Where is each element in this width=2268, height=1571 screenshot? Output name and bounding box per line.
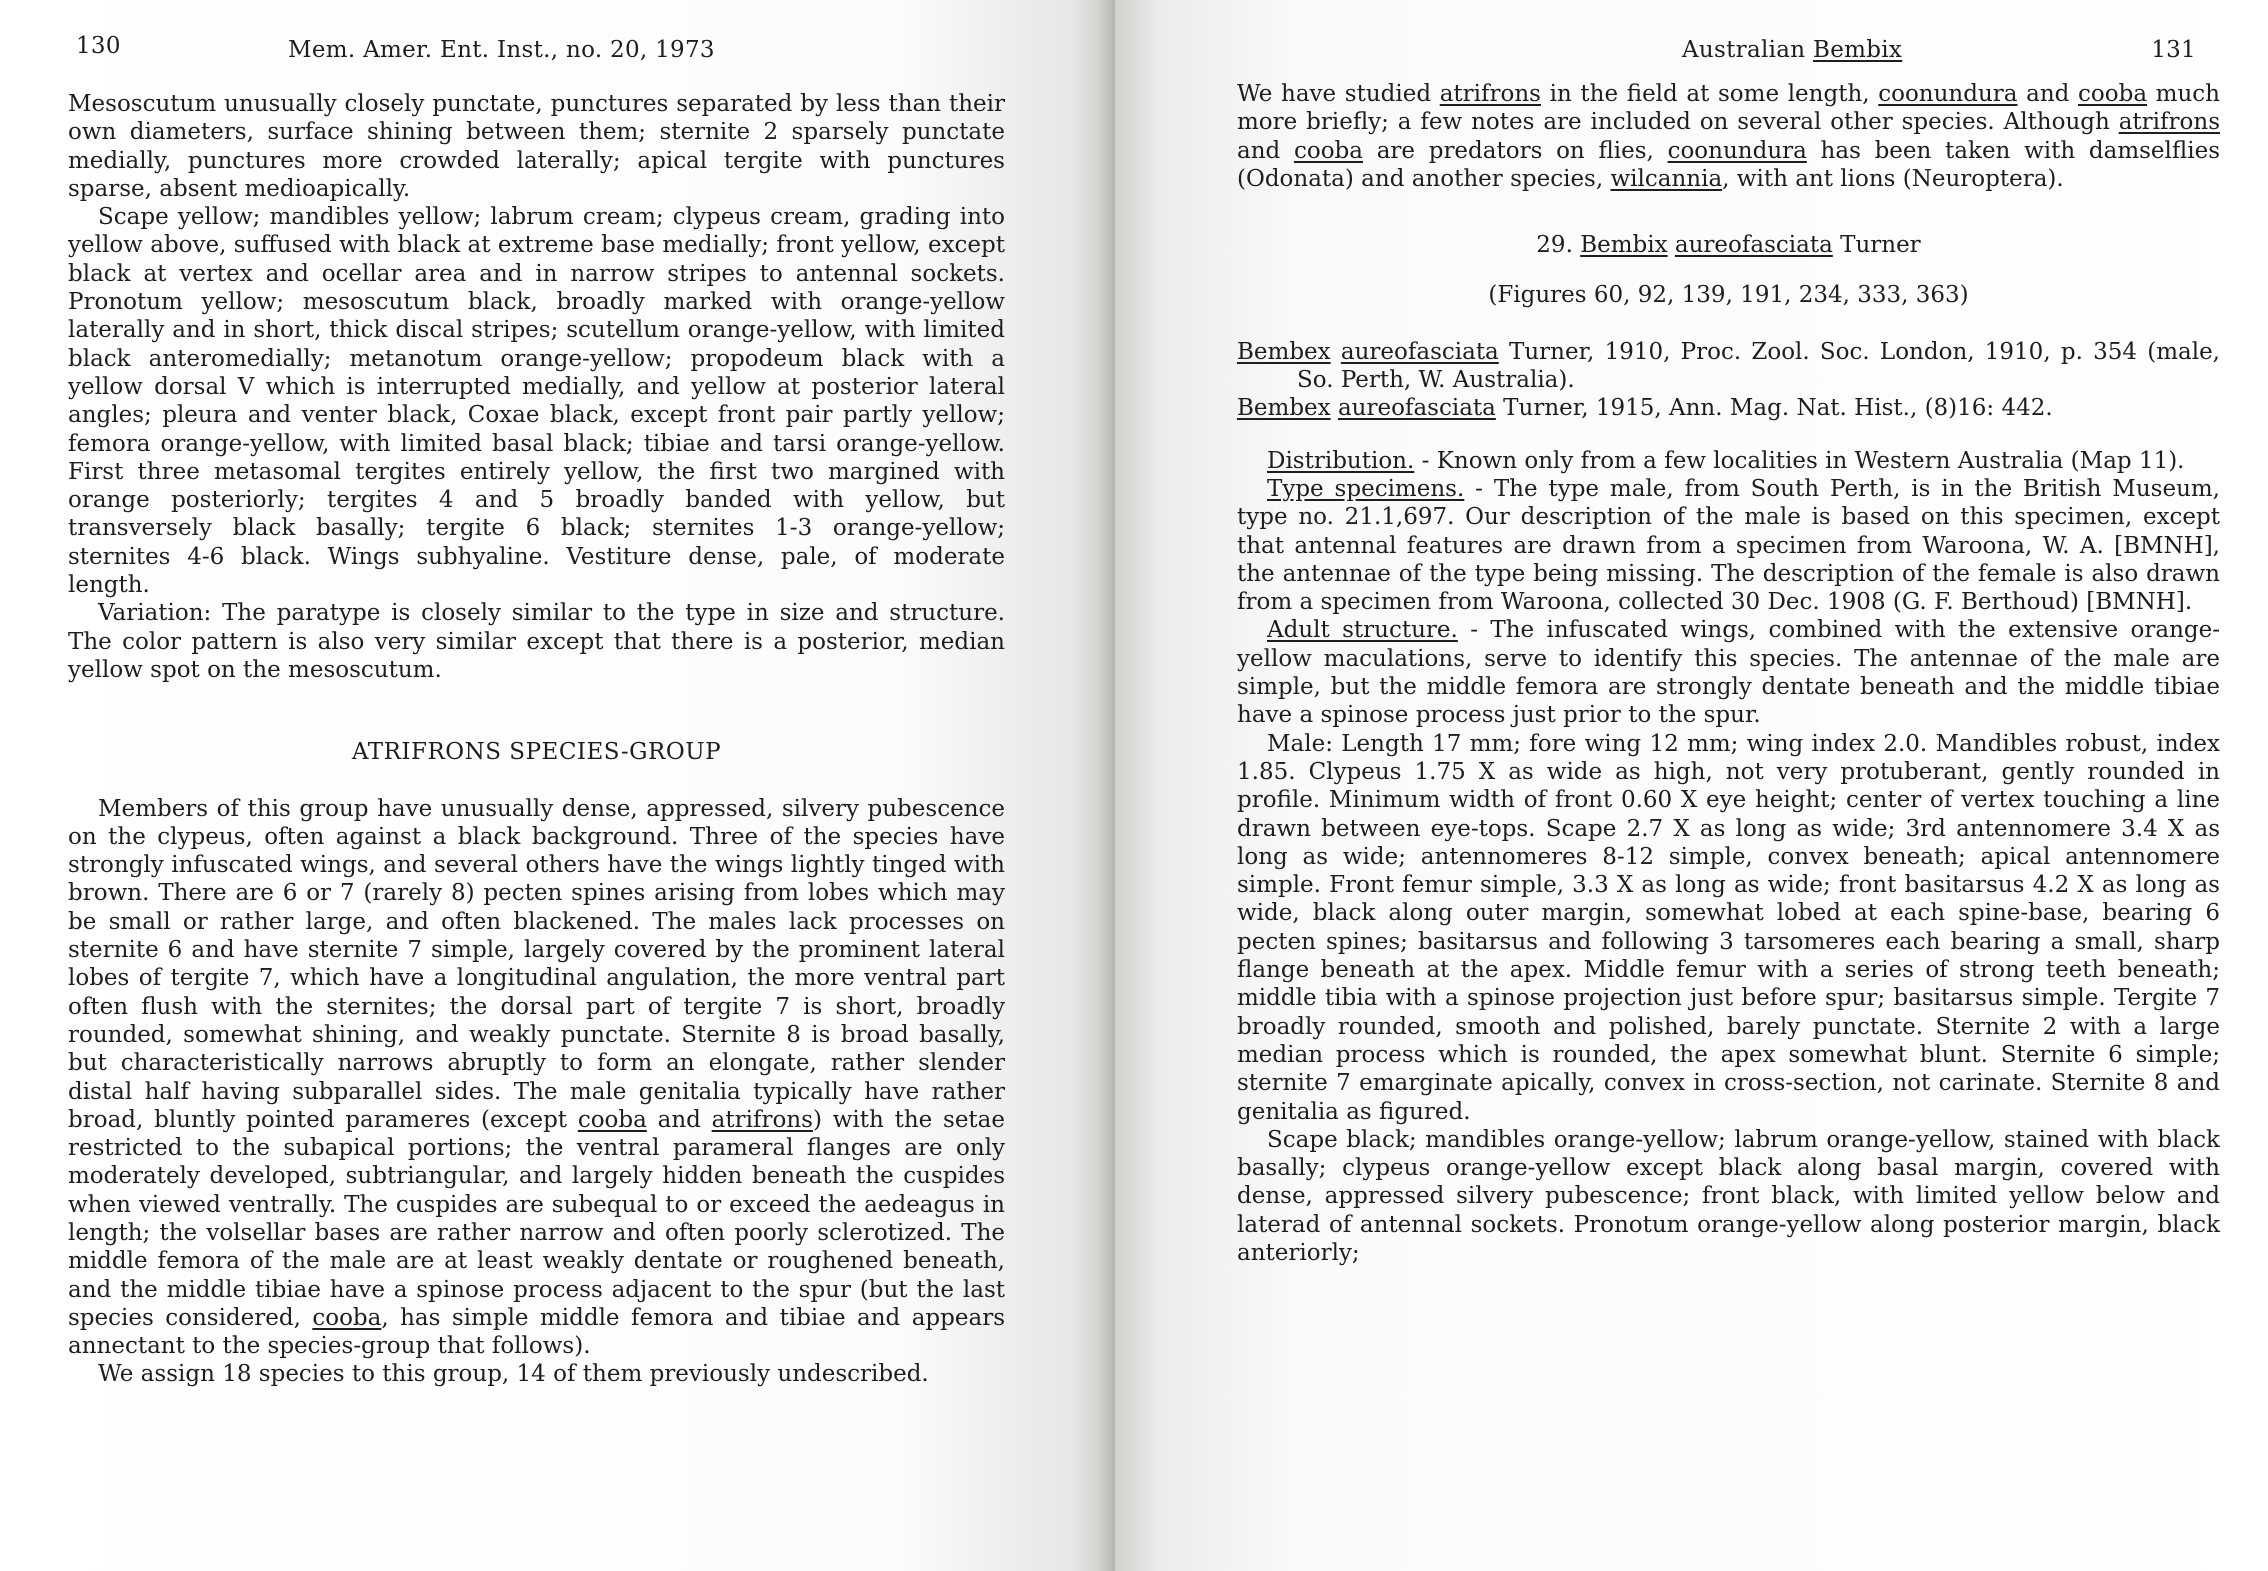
text-run: are predators on flies, [1362, 137, 1668, 164]
species-name: atrifrons [1439, 81, 1541, 107]
species-name: cooba [577, 1106, 647, 1133]
text-run: in the field at some length, [1540, 81, 1879, 107]
reference-text: Turner, 1910, Proc. Zool. Soc. London, 1910, p. 354 (male, So. Perth, W. Australia). [1297, 338, 2220, 394]
left-paragraph-mesoscutum: Mesoscutum unusually closely punctate, punctures separated by less than their own diameters, surface shining between them; sternite 2 sparsely punctate medially, punctures more crowded laterally; apical tergite with punctures sparse, absent medioapically. [68, 91, 1005, 202]
right-running-head [1237, 32, 2220, 72]
species-heading-genus: Bembix [1580, 232, 1668, 259]
species-name: cooba [2078, 81, 2148, 107]
reference-epithet: aureofasciata [1337, 395, 1496, 422]
text-run: , with ant lions (Neuroptera). [1722, 165, 2064, 192]
left-page-number: 130 [76, 33, 121, 59]
text-run: and [2017, 81, 2079, 107]
section-label-type-specimens: Type specimens. [1267, 475, 1465, 502]
running-title-text: Australian [1682, 37, 1814, 63]
species-heading-epithet: aureofasciata [1674, 232, 1833, 259]
text-run: and [1237, 137, 1294, 164]
section-label-distribution: Distribution. [1267, 447, 1415, 474]
reference-genus: Bembex [1237, 395, 1331, 422]
text-run: , has simple middle femora and tibiae and appears annectant to the species-group that follows). [68, 1304, 1005, 1360]
distribution-text: - Known only from a few localities in Western Australia (Map 11). [1414, 447, 2185, 474]
species-name: atrifrons [711, 1106, 813, 1133]
reference-epithet: aureofasciata [1340, 338, 1499, 365]
species-heading-author: Turner [1832, 232, 1921, 259]
synonymy-reference-1 [1237, 338, 2220, 395]
right-page [1115, 0, 2268, 1571]
left-page [0, 0, 1115, 1571]
male-coloration-paragraph: Scape black; mandibles orange-yellow; labrum orange-yellow, stained with black basally; clypeus orange-yellow except black along basal margin, covered with dense, appressed silvery pubescence; front black, with limited yellow below and laterad of antennal sockets. Pronotum orange-yellow along posterior margin, black anteriorly; [1237, 1126, 2220, 1266]
text-run: Members of this group have unusually dense, appressed, silvery pubescence on the clypeus, often against a black background. Three of the species have strongly infuscated wings, and several others have the wings lightly tinged with brown. There are 6 or 7 (rarely 8) pecten spines arising from lobes which may be small or rather large, and often blackened. The males lack processes on sternite 6 and have sternite 7 simple, largely covered by the prominent lateral lobes of tergite 7, which have a longitudinal angulation, the more ventral part often flush with the sternites; the dorsal part of tergite 7 is short, broadly rounded, somewhat shining, and weakly punctate. Sternite 8 is broad basally, but characteristically narrows abruptly to form an elongate, rather slender distal half having subparallel sides. The male genitalia typically have rather broad, bluntly pointed parameres (except [68, 795, 1005, 1133]
species-name: coonundura [1667, 137, 1807, 164]
species-name: atrifrons [2118, 109, 2220, 136]
text-run: much more briefly; a few notes are included on several other species. Although [1237, 81, 2220, 136]
male-description-paragraph: Male: Length 17 mm; fore wing 12 mm; wing index 2.0. Mandibles robust, index 1.85. Clypeus 1.75 X as wide as high, not very protuberant, gently rounded in profile. Minimum width of front 0.60 X eye height; center of vertex touching a line drawn between eye-tops. Scape 2.7 X as long as wide; 3rd antennomere 3.4 X as long as wide; antennomeres 8-12 simple, convex beneath; apical antennomere simple. Front femur simple, 3.3 X as long as wide; front basitarsus 4.2 X as long as wide, black along outer margin, somewhat lobed at each spine-base, bearing 6 pecten spines; basitarsus and following 3 tarsomeres each bearing a small, sharp flange beneath at the apex. Middle femur with a series of strong teeth beneath; middle tibia with a spinose projection just before spur; basitarsus simple. Tergite 7 broadly rounded, smooth and polished, barely punctate. Sternite 2 with a large median process which is rounded, the apex somewhat blunt. Sternite 6 simple; sternite 7 emarginate apically, convex in cross-section, not carinate. Sternite 8 and genitalia as figured. [1237, 730, 2220, 1125]
species-name: cooba [312, 1304, 382, 1331]
synonymy-reference-2 [1237, 394, 2220, 422]
species-name: coonundura [1878, 81, 2018, 107]
text-run: and [646, 1106, 712, 1133]
species-name: cooba [1293, 137, 1363, 164]
species-group-heading: ATRIFRONS SPECIES-GROUP [351, 739, 722, 766]
left-running-title: Mem. Amer. Ent. Inst., no. 20, 1973 [288, 37, 715, 63]
left-paragraph-coloration: Scape yellow; mandibles yellow; labrum cream; clypeus cream, grading into yellow above, suffused with black at extreme base medially; front yellow, except black at vertex and ocellar area and in narrow stripes to antennal sockets. Pronotum yellow; mesoscutum black, broadly marked with orange-yellow laterally and in short, thick discal stripes; scutellum orange-yellow, with limited black anteromedially; metanotum orange-yellow; propodeum black with a yellow dorsal V which is interrupted medially, and yellow at posterior lateral angles; pleura and venter black, Coxae black, except front pair partly yellow; femora orange-yellow, with limited basal black; tibiae and tarsi orange-yellow. First three metasomal tergites entirely yellow, the first two margined with orange posteriorly; tergites 4 and 5 broadly banded with yellow, but transversely black basally; tergite 6 black; sternites 1-3 orange-yellow; sternites 4-6 black. Wings subhyaline. Vestiture dense, pale, of moderate length. [68, 204, 1005, 599]
text-run: ) with the setae restricted to the subapical portions; the ventral parameral flanges are only moderately developed, subtriangular, and largely hidden beneath the cuspides when viewed ventrally. The cuspides are subequal to or exceed the aedeagus in length; the volsellar bases are rather narrow and often poorly sclerotized. The middle femora of the male are at least weakly dentate or roughened beneath, and the middle tibiae have a spinose process adjacent to the spur (but the last species considered, [68, 1106, 1006, 1331]
left-paragraph-variation: Variation: The paratype is closely similar to the type in size and structure. The color pattern is also very similar except that there is a posterior, median yellow spot on the mesoscutum. [68, 600, 1005, 683]
species-name: wilcannia [1610, 165, 1723, 192]
adult-structure-paragraph [1237, 616, 2220, 729]
right-running-title [1682, 36, 1902, 64]
adult-structure-text: - The infuscated wings, combined with the extensive orange-yellow maculations, serve to identify this species. The antennae of the male are simple, but the middle femora are strongly dentate beneath and the middle tibiae have a spinose process just prior to the spur. [1237, 617, 2221, 729]
figures-reference: (Figures 60, 92, 139, 191, 234, 333, 363) [1488, 282, 1969, 309]
left-paragraph-group-description [68, 795, 1005, 1361]
reference-text: Turner, 1915, Ann. Mag. Nat. Hist., (8)16: 442. [1495, 395, 2053, 422]
running-title-genus: Bembix [1813, 37, 1903, 63]
type-specimens-text: - The type male, from South Perth, is in the British Museum, type no. 21.1,697. Our description of the male is based on this specimen, except that antennal features are drawn from a specimen from Waroona, W. A. [BMNH], the antennae of the type being missing. The description of the female is also drawn from a specimen from Waroona, collected 30 Dec. 1908 (G. F. Berthoud) [BMNH]. [1237, 475, 2220, 616]
text-run: We have studied [1237, 81, 1440, 107]
left-text-block [68, 90, 1005, 684]
type-specimens-paragraph [1237, 475, 2220, 616]
section-label-adult-structure: Adult structure. [1267, 617, 1458, 644]
left-paragraph-species-count: We assign 18 species to this group, 14 of them previously undescribed. [98, 1361, 929, 1388]
right-paragraph-intro [1237, 80, 2220, 193]
species-number: 29. [1536, 232, 1581, 259]
right-page-number: 131 [2151, 37, 2196, 63]
left-running-head [68, 32, 1005, 72]
reference-genus: Bembex [1237, 338, 1331, 365]
species-heading [1237, 231, 2220, 259]
text-run: has been taken with damselflies (Odonata) and another species, [1237, 137, 2221, 192]
distribution-paragraph [1237, 447, 2220, 475]
